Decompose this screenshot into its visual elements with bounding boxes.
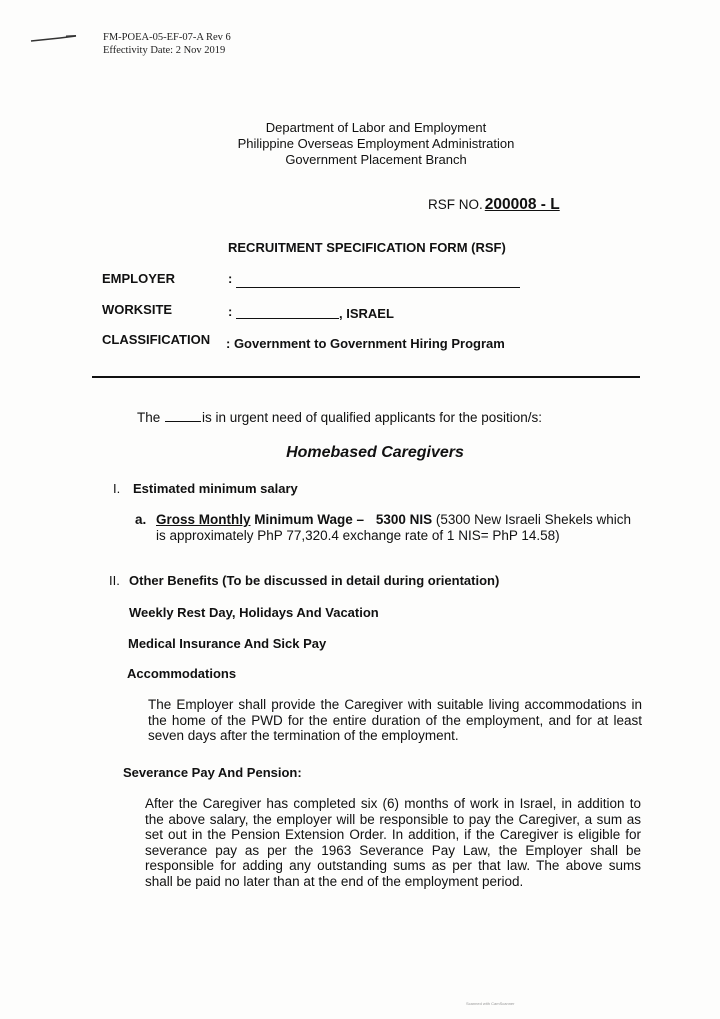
benefit-medical: Medical Insurance And Sick Pay bbox=[128, 636, 327, 651]
header-agency: Philippine Overseas Employment Administration bbox=[237, 136, 515, 151]
worksite-colon: : bbox=[228, 304, 233, 319]
benefit-rest-day: Weekly Rest Day, Holidays And Vacation bbox=[129, 605, 379, 620]
position-title: Homebased Caregivers bbox=[286, 444, 464, 461]
header-branch: Government Placement Branch bbox=[285, 152, 467, 167]
employer-blank-line bbox=[236, 287, 520, 288]
horizontal-rule bbox=[92, 376, 640, 378]
section-1-number: I. bbox=[113, 481, 121, 496]
benefit-severance: Severance Pay And Pension: bbox=[123, 765, 302, 780]
rsf-number: 200008 - L bbox=[484, 196, 560, 213]
severance-paragraph: After the Caregiver has completed six (6) months of work in Israel, in addition to the above salary, the employer will be responsible to pay the Caregiver, a sum as set out in the Pension Extension Order. In addition, if the Caregiver is eligible for severance pay as per the 1963 Severance Pay Law, the Employer shall be responsible for adding any outstanding sums as per that law. The above sums shall be paid no later than at the end of the employment period. bbox=[145, 796, 641, 889]
rsf-number-line bbox=[428, 196, 560, 214]
section-1-title: Estimated minimum salary bbox=[133, 481, 298, 496]
pen-mark-icon bbox=[30, 34, 78, 43]
intro-blank bbox=[165, 421, 201, 422]
accommodations-paragraph: The Employer shall provide the Caregiver with suitable living accommodations in the home of the PWD for the entire duration of the employment, and for at least seven days after the termination of the employment. bbox=[148, 697, 642, 743]
form-title: RECRUITMENT SPECIFICATION FORM (RSF) bbox=[228, 240, 506, 255]
benefit-accommodations: Accommodations bbox=[127, 666, 237, 681]
intro-suffix: is in urgent need of qualified applicants for the position/s: bbox=[202, 410, 542, 425]
form-code-block bbox=[103, 31, 231, 57]
salary-detail-line2: is approximately PhP 77,320.4 exchange rate of 1 NIS= PhP 14.58) bbox=[156, 528, 560, 543]
salary-item-underlined: Gross Monthly bbox=[156, 512, 251, 527]
intro-sentence bbox=[137, 410, 542, 425]
effectivity-date: Effectivity Date: 2 Nov 2019 bbox=[103, 45, 226, 56]
salary-detail: (5300 New Israeli Shekels which bbox=[435, 512, 631, 527]
worksite-country: , ISRAEL bbox=[339, 306, 394, 321]
section-2-number: II. bbox=[109, 573, 120, 588]
worksite-blank-line bbox=[236, 318, 339, 319]
classification-value: : Government to Government Hiring Program bbox=[226, 336, 505, 351]
employer-colon: : bbox=[228, 271, 233, 286]
scanner-footnote: Scanned with CamScanner bbox=[466, 1001, 515, 1006]
salary-item bbox=[135, 512, 631, 528]
salary-item-label: Minimum Wage – bbox=[254, 512, 365, 527]
salary-item-letter: a. bbox=[135, 512, 147, 527]
section-1-heading bbox=[113, 481, 298, 496]
salary-amount: 5300 NIS bbox=[375, 512, 433, 527]
form-code: FM-POEA-05-EF-07-A Rev 6 bbox=[103, 32, 231, 43]
employer-label: EMPLOYER bbox=[102, 271, 175, 286]
intro-prefix: The bbox=[137, 410, 161, 425]
section-2-heading bbox=[109, 573, 499, 588]
section-2-title: Other Benefits (To be discussed in detail during orientation) bbox=[129, 573, 500, 588]
header-department: Department of Labor and Employment bbox=[265, 120, 487, 135]
rsf-number-label: RSF NO. bbox=[428, 197, 483, 212]
classification-label: CLASSIFICATION bbox=[102, 332, 211, 347]
worksite-label: WORKSITE bbox=[102, 302, 173, 317]
